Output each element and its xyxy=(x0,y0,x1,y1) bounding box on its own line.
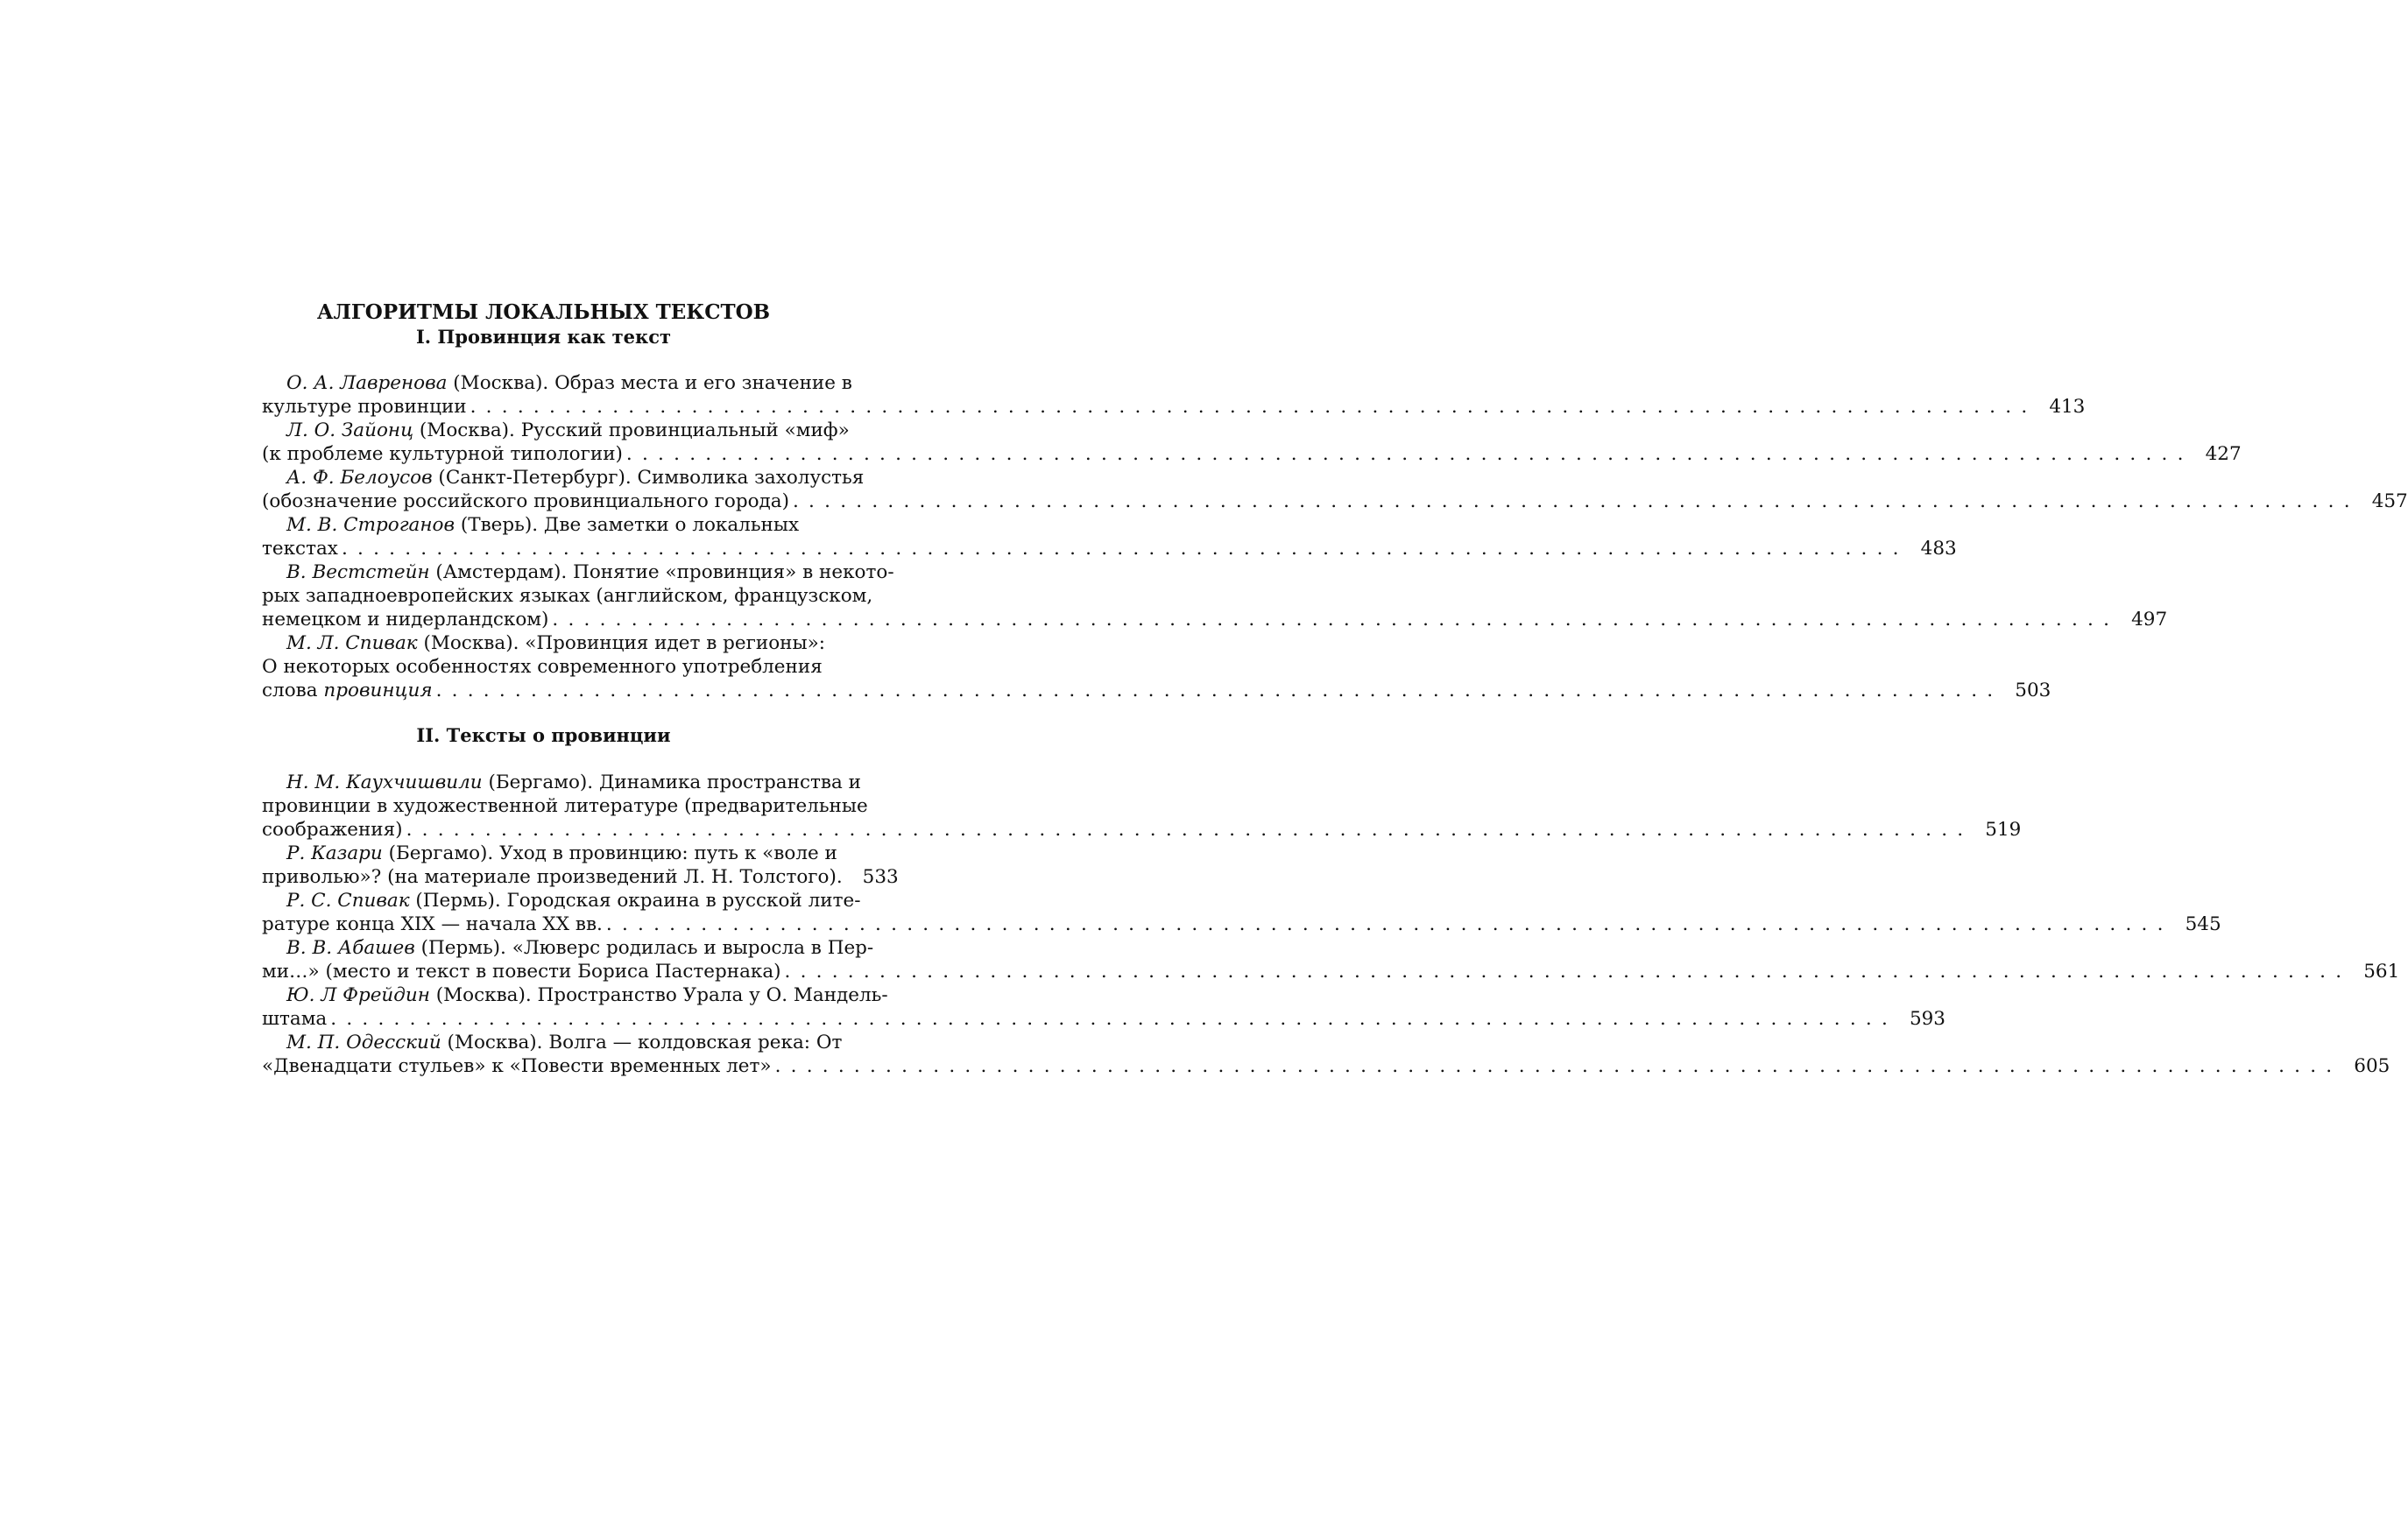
author-name: М. В. Строганов xyxy=(286,514,455,536)
dot-leader xyxy=(327,1006,1889,1032)
author-name: Р. С. Спивак xyxy=(286,890,410,912)
author-name: В. Вестстейн xyxy=(286,561,430,583)
page-number: 413 xyxy=(2049,396,2086,418)
page-title: АЛГОРИТМЫ ЛОКАЛЬНЫХ ТЕКСТОВ xyxy=(316,300,771,324)
toc-entry-line: Н. М. Каухчишвили (Бергамо). Динамика пространства и xyxy=(286,772,861,793)
toc-entry-line: А. Ф. Белоусов (Санкт-Петербург). Символика захолустья xyxy=(286,467,865,489)
toc-entry-line: Р. С. Спивак (Пермь). Городская окраина в русской лите- xyxy=(286,890,861,912)
toc-entry-line: О некоторых особенностях современного употребления xyxy=(262,656,823,678)
toc-entry-last-line: ми…» (место и текст в повести Бориса Пастернака) . . . 561 xyxy=(262,959,832,985)
toc-entry-line: М. П. Одесский (Москва). Волга — колдовская река: От xyxy=(286,1032,843,1053)
toc-entry-last-line: ратуре конца XIX — начала XX вв. . . . 545 xyxy=(262,912,832,938)
page-number: 605 xyxy=(2354,1055,2390,1077)
dot-leader xyxy=(772,1053,2334,1080)
page-number: 497 xyxy=(2131,609,2168,631)
author-name: О. А. Лавренова xyxy=(286,372,448,394)
author-name: М. П. Одесский xyxy=(286,1032,441,1053)
toc-entry-last-line: приволью»? (на материале произведений Л. Н. Толстого). 533 xyxy=(262,864,832,891)
page-number: 593 xyxy=(1909,1008,1945,1030)
dot-leader xyxy=(781,959,2344,985)
dot-leader xyxy=(338,536,1901,562)
page-number: 483 xyxy=(1920,538,1957,560)
toc-entry-line: М. Л. Спивак (Москва). «Провинция идет в регионы»: xyxy=(286,632,825,654)
page-number: 533 xyxy=(862,866,899,888)
author-name: Ю. Л Фрейдин xyxy=(286,984,430,1006)
toc-entry-line: Ю. Л Фрейдин (Москва). Пространство Урала у О. Мандель- xyxy=(286,984,888,1006)
toc-entry-line: М. В. Строганов (Тверь). Две заметки о локальных xyxy=(286,514,800,536)
toc-entry-last-line: слова провинция . . . 503 xyxy=(262,678,832,704)
toc-entry-line: В. Вестстейн (Амстердам). Понятие «провинция» в некото- xyxy=(286,561,894,583)
toc-entry-last-line: текстах . . . 483 xyxy=(262,536,832,562)
toc-entry-last-line: (к проблеме культурной типологии) . . . 427 xyxy=(262,441,832,468)
toc-entry-last-line: соображения) . . . 519 xyxy=(262,817,832,843)
page-number: 503 xyxy=(2015,680,2051,701)
page-number: 561 xyxy=(2363,961,2400,983)
toc-entry-last-line: «Двенадцати стульев» к «Повести временных лет» . . . 605 xyxy=(262,1053,832,1080)
author-name: Н. М. Каухчишвили xyxy=(286,772,483,793)
page-number: 545 xyxy=(2185,913,2221,935)
author-name: М. Л. Спивак xyxy=(286,632,418,654)
toc-entry-last-line: культуре провинции . . . 413 xyxy=(262,394,832,420)
author-name: Р. Казари xyxy=(286,842,383,864)
author-name: Л. О. Зайонц xyxy=(286,419,414,441)
toc-entry-line: рых западноевропейских языках (английском, французском, xyxy=(262,585,873,607)
toc-entry-line: В. В. Абашев (Пермь). «Люверс родилась и выросла в Пер- xyxy=(286,937,874,959)
dot-leader xyxy=(467,394,2030,420)
dot-leader xyxy=(623,441,2186,468)
toc-entry-last-line: немецком и нидерландском) . . . 497 xyxy=(262,607,832,633)
section-heading: II. Тексты о провинции xyxy=(416,724,671,746)
toc-entry-line: провинции в художественной литературе (предварительные xyxy=(262,795,868,817)
page-number: 457 xyxy=(2371,490,2408,512)
author-name: В. В. Абашев xyxy=(286,937,415,959)
dot-leader xyxy=(548,607,2111,633)
page-number: 427 xyxy=(2205,443,2242,465)
dot-leader xyxy=(403,817,1966,843)
toc-entry-last-line: (обозначение российского провинциального города) . . . 457 xyxy=(262,489,832,515)
toc-entry-line: Р. Казари (Бергамо). Уход в провинцию: путь к «воле и xyxy=(286,842,837,864)
dot-leader xyxy=(603,912,2165,938)
dot-leader xyxy=(789,489,2352,515)
author-name: А. Ф. Белоусов xyxy=(286,467,433,489)
dot-leader xyxy=(433,678,1995,704)
page-number: 519 xyxy=(1985,819,2022,841)
toc-entry-line: О. А. Лавренова (Москва). Образ места и его значение в xyxy=(286,372,852,394)
toc-entry-line: Л. О. Зайонц (Москва). Русский провинциальный «миф» xyxy=(286,419,850,441)
toc-entry-last-line: штама . . . 593 xyxy=(262,1006,832,1032)
section-heading: I. Провинция как текст xyxy=(415,326,671,348)
